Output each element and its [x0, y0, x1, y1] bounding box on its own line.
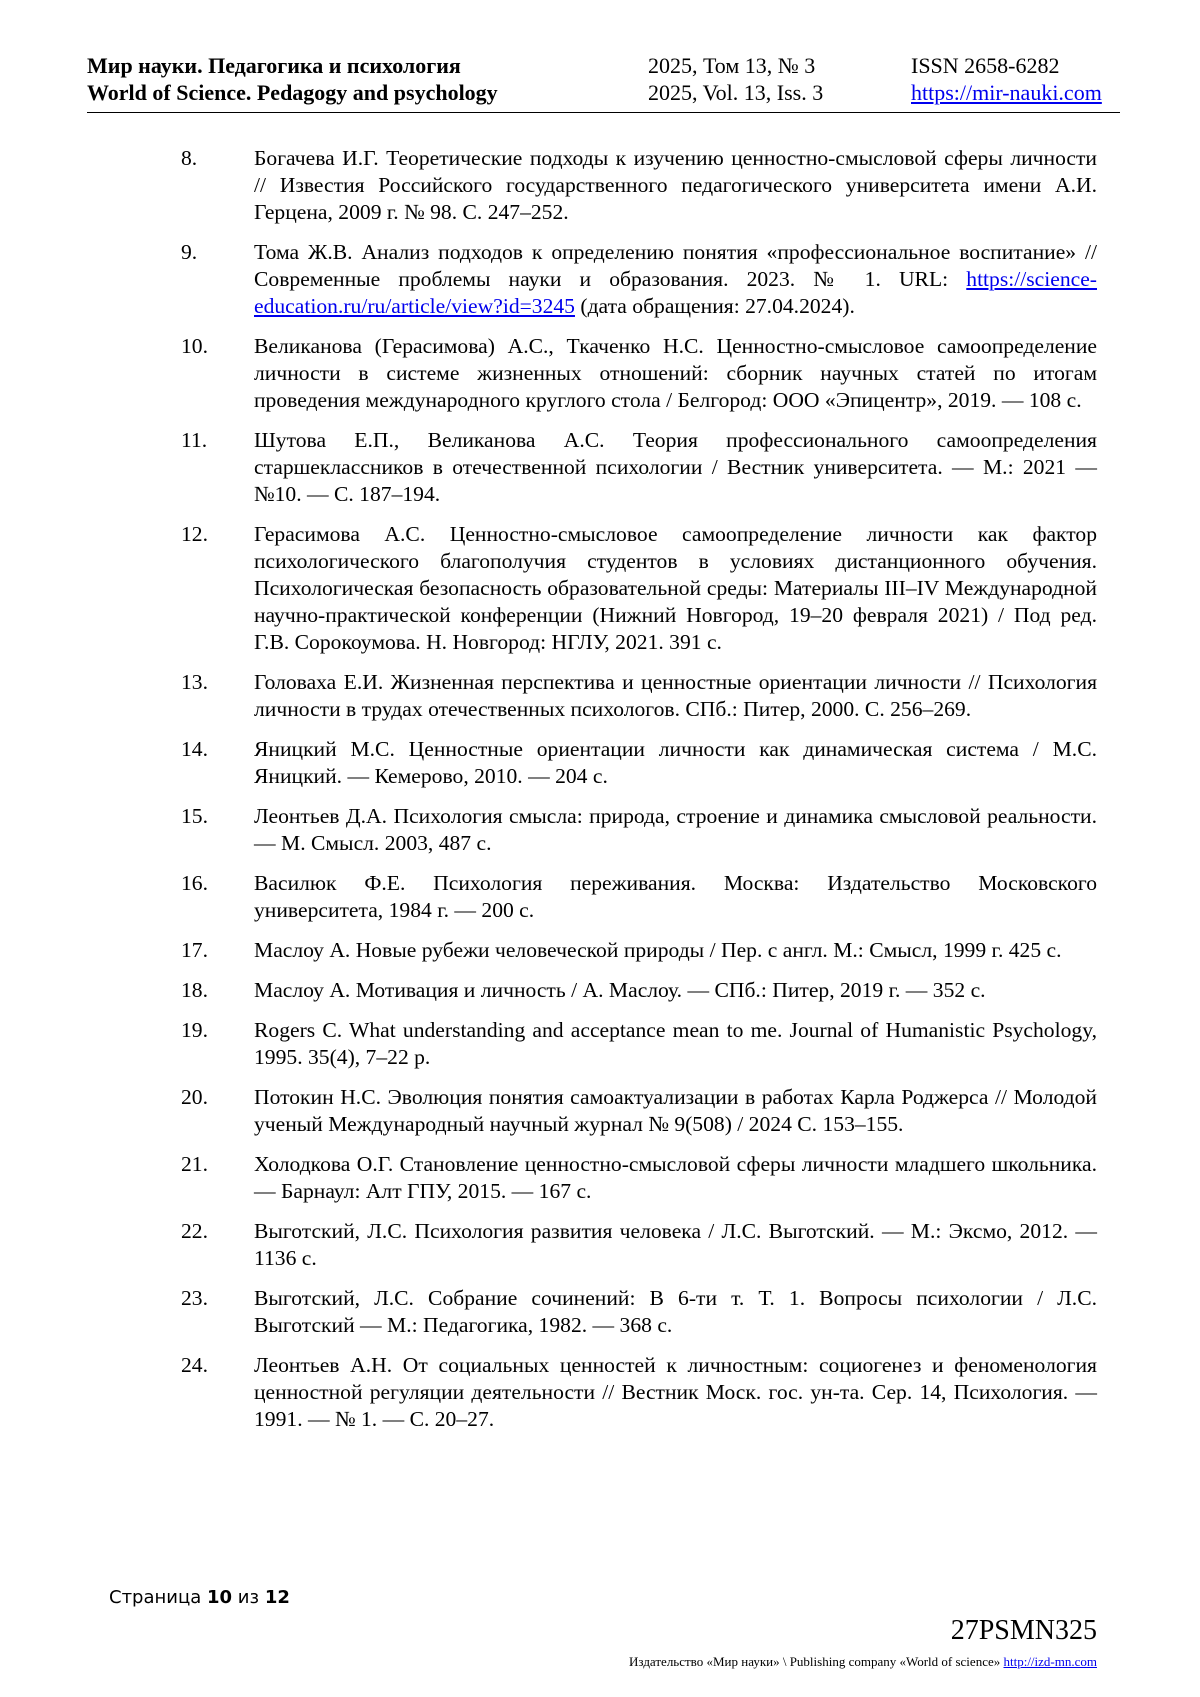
reference-item [181, 736, 1097, 790]
reference-number: 16. [181, 871, 208, 895]
publisher-line [629, 1654, 1097, 1670]
reference-item [181, 145, 1097, 226]
reference-text: Великанова (Герасимова) А.С., Ткаченко Н.С. Ценностно-смысловое самоопределение личности в системе жизненных отношений: сборник научных статей по итогам проведения международного круглого стола / Белгород: ООО «Эпицентр», 2019. — 108 с. [254, 334, 1097, 412]
reference-text: Яницкий М.С. Ценностные ориентации личности как динамическая система / М.С. Яницкий. — Кемерово, 2010. — 204 с. [254, 737, 1097, 788]
reference-item [181, 427, 1097, 508]
publisher-link[interactable]: http://izd-mn.com [1003, 1654, 1097, 1669]
journal-title-block [87, 52, 498, 106]
reference-text: Герасимова А.С. Ценностно-смысловое самоопределение личности как фактор психологического благополучия студентов в условиях дистанционного обучения. Психологическая безопасность образовательной среды: Материалы III–IV Международной научно-практической конференции (Нижний Новгород, 19–20 февраля 2021) / Под ред. Г.В. Сорокоумова. Н. Новгород: НГЛУ, 2021. 391 с. [254, 522, 1097, 654]
issn: ISSN 2658-6282 [911, 53, 1060, 78]
reference-number: 11. [181, 428, 208, 452]
page-header [87, 52, 1120, 113]
journal-title-ru: Мир науки. Педагогика и психология [87, 53, 461, 78]
reference-text-after-link: (дата обращения: 27.04.2024). [574, 294, 855, 318]
reference-item [181, 669, 1097, 723]
reference-number: 21. [181, 1152, 208, 1176]
reference-number: 23. [181, 1286, 208, 1310]
reference-number: 8. [181, 146, 198, 170]
reference-number: 10. [181, 334, 208, 358]
volume-block [648, 52, 823, 106]
volume-ru: 2025, Том 13, № 3 [648, 53, 816, 78]
reference-list [181, 145, 1097, 1446]
article-code: 27PSMN325 [950, 1615, 1097, 1646]
reference-text: Маслоу А. Мотивация и личность / А. Маслоу. — СПб.: Питер, 2019 г. — 352 с. [254, 978, 986, 1002]
reference-text: Леонтьев Д.А. Психология смысла: природа, строение и динамика смысловой реальности. — М. Смысл. 2003, 487 с. [254, 804, 1097, 855]
reference-text: Маслоу А. Новые рубежи человеческой природы / Пер. с англ. М.: Смысл, 1999 г. 425 с. [254, 938, 1062, 962]
page-label: Страница [109, 1587, 202, 1608]
reference-item [181, 1218, 1097, 1272]
reference-item [181, 870, 1097, 924]
page-counter [109, 1587, 290, 1608]
journal-title-en: World of Science. Pedagogy and psychology [87, 80, 498, 105]
reference-text: Выготский, Л.С. Собрание сочинений: В 6-ти т. Т. 1. Вопросы психологии / Л.С. Выготский — М.: Педагогика, 1982. — 368 с. [254, 1286, 1097, 1337]
page-current: 10 [207, 1587, 233, 1608]
reference-text: Потокин Н.С. Эволюция понятия самоактуализации в работах Карла Роджерса // Молодой ученый Международный научный журнал № 9(508) / 2024 С. 153–155. [254, 1085, 1097, 1136]
reference-text-before-link: Тома Ж.В. Анализ подходов к определению понятия «профессиональное воспитание» // Современные проблемы науки и образования. 2023. № 1. URL: [254, 240, 1097, 291]
reference-text: Шутова Е.П., Великанова А.С. Теория профессионального самоопределения старшеклассников в отечественной психологии / Вестник университета. — М.: 2021 — №10. — С. 187–194. [254, 428, 1097, 506]
reference-number: 17. [181, 938, 208, 962]
reference-number: 12. [181, 522, 208, 546]
reference-text: Головаха Е.И. Жизненная перспектива и ценностные ориентации личности // Психология личности в трудах отечественных психологов. СПб.: Питер, 2000. С. 256–269. [254, 670, 1097, 721]
reference-item [181, 1084, 1097, 1138]
journal-site-link[interactable]: https://mir-nauki.com [911, 80, 1102, 105]
reference-number: 15. [181, 804, 208, 828]
reference-number: 19. [181, 1018, 208, 1042]
page-of: из [237, 1587, 260, 1608]
reference-text: Богачева И.Г. Теоретические подходы к изучению ценностно-смысловой сферы личности // Известия Российского государственного педагогического университета имени А.И. Герцена, 2009 г. № 98. С. 247–252. [254, 146, 1097, 224]
reference-number: 22. [181, 1219, 208, 1243]
reference-item [181, 239, 1097, 320]
reference-number: 18. [181, 978, 208, 1002]
reference-text: Rogers C. What understanding and acceptance mean to me. Journal of Humanistic Psychology, 1995. 35(4), 7–22 p. [254, 1018, 1097, 1069]
reference-item [181, 1285, 1097, 1339]
reference-number: 24. [181, 1353, 208, 1377]
reference-number: 13. [181, 670, 208, 694]
reference-item [181, 1151, 1097, 1205]
issn-block [911, 52, 1102, 106]
reference-text: Василюк Ф.Е. Психология переживания. Москва: Издательство Московского университета, 1984 г. — 200 с. [254, 871, 1097, 922]
reference-item [181, 803, 1097, 857]
reference-number: 20. [181, 1085, 208, 1109]
reference-text [254, 239, 1097, 320]
volume-en: 2025, Vol. 13, Iss. 3 [648, 80, 824, 105]
page-total: 12 [264, 1587, 290, 1608]
reference-text: Леонтьев А.Н. От социальных ценностей к личностным: социогенез и феноменология ценностной регуляции деятельности // Вестник Моск. гос. ун-та. Сер. 14, Психология. — 1991. — № 1. — С. 20–27. [254, 1353, 1097, 1431]
reference-item [181, 1352, 1097, 1433]
reference-number: 14. [181, 737, 208, 761]
reference-url-link[interactable]: https://science-education.ru/ru/article/view?id=3245 [254, 267, 1097, 318]
reference-item [181, 937, 1097, 964]
publisher-text: Издательство «Мир науки» \ Publishing company «World of science» [629, 1654, 1004, 1669]
reference-text: Холодкова О.Г. Становление ценностно-смысловой сферы личности младшего школьника. — Барнаул: Алт ГПУ, 2015. — 167 с. [254, 1152, 1097, 1203]
reference-item [181, 977, 1097, 1004]
reference-number: 9. [181, 240, 198, 264]
reference-item [181, 1017, 1097, 1071]
reference-item [181, 333, 1097, 414]
reference-item [181, 521, 1097, 656]
reference-text: Выготский, Л.С. Психология развития человека / Л.С. Выготский. — М.: Эксмо, 2012. — 1136 с. [254, 1219, 1097, 1270]
